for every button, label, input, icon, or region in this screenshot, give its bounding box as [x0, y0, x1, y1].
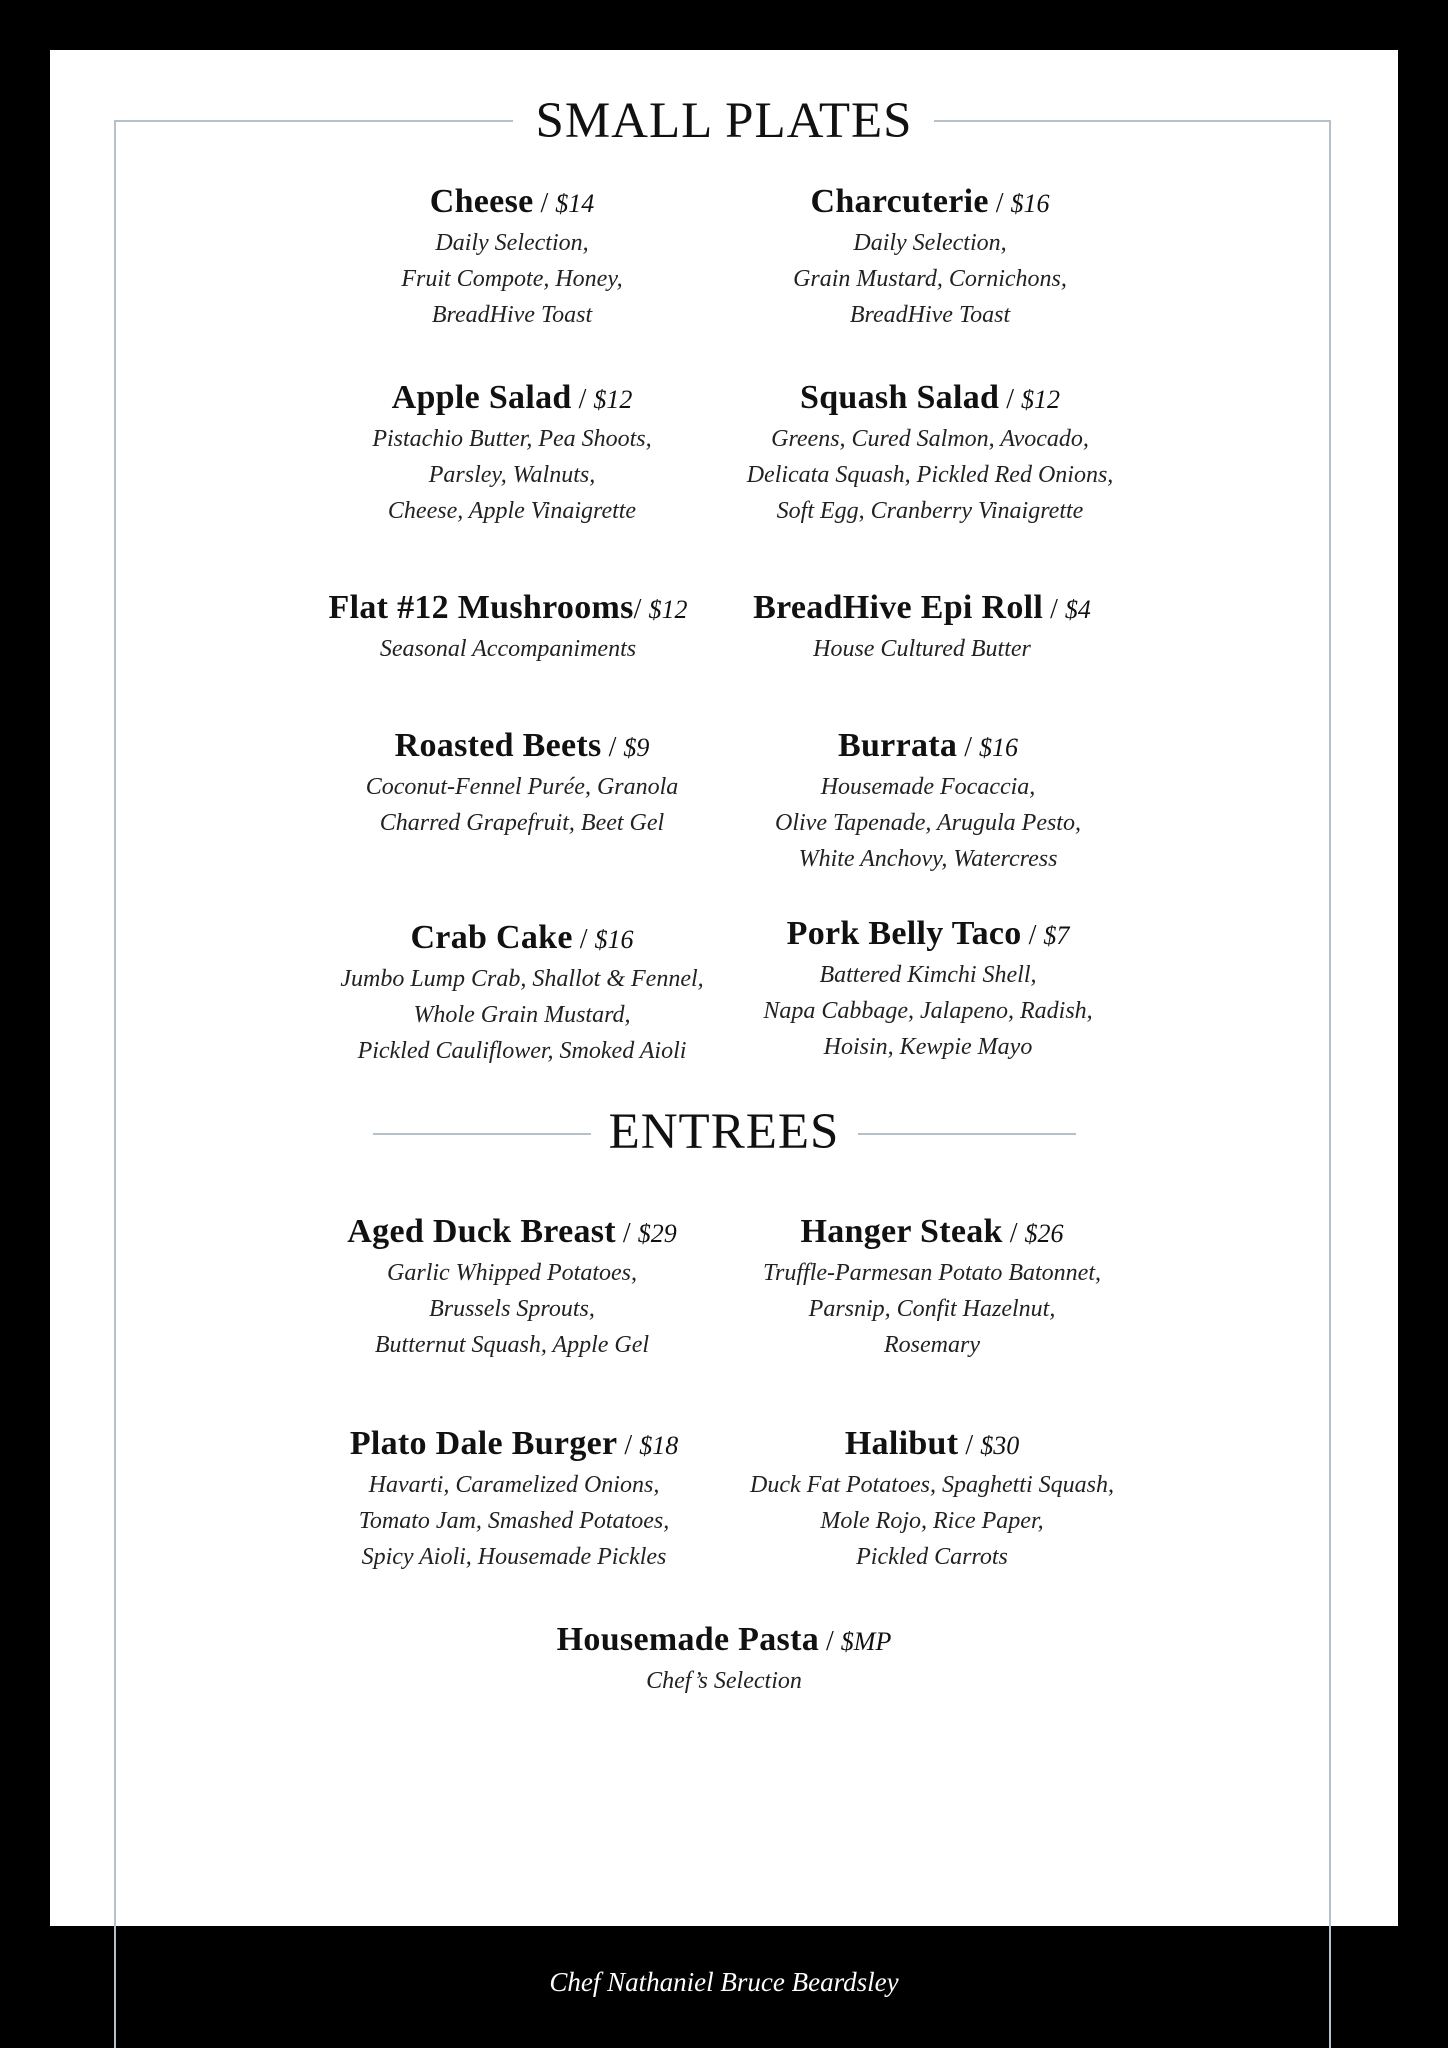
menu-item-name: Charcuterie — [810, 183, 989, 220]
price-separator: / — [571, 384, 594, 415]
menu-item-description: Housemade Focaccia, — [820, 774, 1036, 800]
menu-item-description: Fruit Compote, Honey, — [401, 266, 623, 292]
menu-item-price: $18 — [639, 1431, 679, 1460]
menu-item-name: Pork Belly Taco — [786, 915, 1022, 952]
menu-item — [282, 182, 742, 333]
menu-item-description: BreadHive Toast — [431, 302, 593, 328]
menu-item-description: Whole Grain Mustard, — [413, 1002, 631, 1028]
menu-item-description: Garlic Whipped Potatoes, — [387, 1260, 637, 1286]
menu-item — [698, 726, 1158, 877]
menu-item — [284, 1424, 744, 1575]
menu-item-title — [282, 378, 742, 420]
menu-item-description: Pickled Carrots — [856, 1544, 1008, 1570]
menu-item-name: Aged Duck Breast — [347, 1213, 616, 1250]
menu-item-description: Truffle-Parmesan Potato Batonnet, — [763, 1260, 1101, 1286]
menu-item-description: Charred Grapefruit, Beet Gel — [379, 810, 665, 836]
menu-item-description: Parsley, Walnuts, — [428, 462, 596, 488]
menu-item-name: Crab Cake — [410, 919, 573, 956]
menu-item-price: $16 — [594, 925, 634, 954]
price-separator: / — [1043, 594, 1065, 625]
menu-item-description: Hoisin, Kewpie Mayo — [823, 1034, 1033, 1060]
menu-item-description: Rosemary — [884, 1332, 980, 1358]
menu-item-title — [282, 1212, 742, 1254]
menu-item-description: Pickled Cauliflower, Smoked Aioli — [357, 1038, 687, 1064]
menu-item-title — [702, 1212, 1162, 1254]
price-separator: / — [819, 1626, 841, 1657]
menu-item-description: Olive Tapenade, Arugula Pesto, — [775, 810, 1081, 836]
menu-item-name: Roasted Beets — [394, 727, 602, 764]
menu-item-title — [692, 588, 1152, 630]
menu-item-name: Burrata — [838, 727, 958, 764]
menu-item-title — [698, 726, 1158, 768]
menu-item — [282, 378, 742, 529]
menu-item-description: Coconut-Fennel Purée, Granola — [365, 774, 679, 800]
menu-item-name: Flat #12 Mushrooms — [328, 589, 634, 626]
menu-item-description: Greens, Cured Salmon, Avocado, — [771, 426, 1089, 452]
small-plates-heading: SMALL PLATES — [535, 93, 913, 149]
menu-item-price: $16 — [1010, 189, 1050, 218]
menu-item-description: Butternut Squash, Apple Gel — [374, 1332, 650, 1358]
price-separator: / — [533, 188, 556, 219]
menu-item-title — [278, 588, 738, 630]
price-separator: / — [633, 594, 649, 625]
menu-item-description: Battered Kimchi Shell, — [819, 962, 1037, 988]
menu-item-description: Grain Mustard, Cornichons, — [793, 266, 1067, 292]
menu-item-name: Squash Salad — [799, 379, 1000, 416]
menu-item-title — [698, 914, 1158, 956]
menu-item-description: Mole Rojo, Rice Paper, — [820, 1508, 1044, 1534]
menu-item-title — [494, 1620, 954, 1662]
menu-item-title — [700, 378, 1160, 420]
entrees-rule-left — [373, 1133, 591, 1135]
menu-item — [702, 1212, 1162, 1363]
menu-item-title — [292, 918, 752, 960]
menu-item-description: Daily Selection, — [435, 230, 589, 256]
menu-item-name: BreadHive Epi Roll — [753, 589, 1044, 626]
menu-item — [278, 588, 738, 667]
menu-item-description: Parsnip, Confit Hazelnut, — [808, 1296, 1056, 1322]
menu-item-description: Delicata Squash, Pickled Red Onions, — [746, 462, 1114, 488]
price-separator: / — [601, 732, 624, 763]
chef-signature: Chef Nathaniel Bruce Beardsley — [549, 1967, 899, 1997]
menu-item-price: $29 — [637, 1219, 677, 1248]
menu-item-name: Housemade Pasta — [556, 1621, 819, 1658]
menu-item-price: $12 — [593, 385, 633, 414]
menu-item-description: BreadHive Toast — [849, 302, 1011, 328]
menu-item — [698, 914, 1158, 1065]
menu-item — [700, 378, 1160, 529]
menu-item-price: $12 — [1021, 385, 1060, 414]
menu-item — [494, 1620, 954, 1699]
menu-item-price: $14 — [555, 189, 595, 218]
menu-item-name: Plato Dale Burger — [349, 1425, 618, 1462]
price-separator: / — [617, 1430, 640, 1461]
entrees-rule-right — [858, 1133, 1076, 1135]
frame-line-left — [114, 120, 116, 2048]
menu-item-description: House Cultured Butter — [813, 636, 1031, 662]
frame-line-right — [1329, 120, 1331, 2048]
menu-item-description: Cheese, Apple Vinaigrette — [387, 498, 637, 524]
menu-item-description: Duck Fat Potatoes, Spaghetti Squash, — [750, 1472, 1114, 1498]
menu-item-name: Hanger Steak — [800, 1213, 1003, 1250]
price-separator: / — [958, 1430, 981, 1461]
price-separator: / — [1021, 920, 1044, 951]
menu-item-description: Chef’s Selection — [646, 1668, 802, 1694]
menu-item-description: Pistachio Butter, Pea Shoots, — [372, 426, 652, 452]
menu-item — [692, 588, 1152, 667]
menu-item-price: $MP — [840, 1627, 892, 1656]
price-separator: / — [1002, 1218, 1025, 1249]
price-separator: / — [999, 384, 1021, 415]
menu-item-name: Cheese — [429, 183, 534, 220]
menu-item-name: Apple Salad — [391, 379, 572, 416]
menu-item-title — [702, 1424, 1162, 1466]
price-separator: / — [615, 1218, 638, 1249]
menu-item — [292, 918, 752, 1069]
menu-item — [700, 182, 1160, 333]
menu-item-price: $30 — [980, 1431, 1020, 1460]
menu-item-price: $12 — [648, 595, 688, 624]
menu-item-description: Havarti, Caramelized Onions, — [368, 1472, 660, 1498]
menu-item-title — [700, 182, 1160, 224]
menu-item-description: Tomato Jam, Smashed Potatoes, — [358, 1508, 670, 1534]
menu-item-price: $16 — [978, 733, 1018, 762]
menu-item-title — [282, 182, 742, 224]
menu-item-description: Jumbo Lump Crab, Shallot & Fennel, — [340, 966, 704, 992]
menu-item — [702, 1424, 1162, 1575]
menu-item-description: White Anchovy, Watercress — [798, 846, 1058, 872]
menu-item-price: $26 — [1024, 1219, 1064, 1248]
menu-item-description: Seasonal Accompaniments — [379, 636, 637, 662]
price-separator: / — [957, 732, 979, 763]
menu-item-description: Napa Cabbage, Jalapeno, Radish, — [763, 998, 1093, 1024]
price-separator: / — [988, 188, 1011, 219]
menu-item-price: $9 — [623, 733, 650, 762]
menu-item-price: $7 — [1043, 921, 1070, 950]
menu-item-name: Halibut — [844, 1425, 959, 1462]
entrees-heading: ENTREES — [608, 1104, 840, 1160]
menu-item — [292, 726, 752, 841]
menu-item-description: Spicy Aioli, Housemade Pickles — [361, 1544, 667, 1570]
menu-item — [282, 1212, 742, 1363]
menu-item-price: $4 — [1064, 595, 1091, 624]
menu-item-title — [284, 1424, 744, 1466]
price-separator: / — [572, 924, 595, 955]
menu-item-description: Brussels Sprouts, — [429, 1296, 595, 1322]
menu-item-description: Soft Egg, Cranberry Vinaigrette — [776, 498, 1084, 524]
menu-item-description: Daily Selection, — [853, 230, 1007, 256]
menu-item-title — [292, 726, 752, 768]
